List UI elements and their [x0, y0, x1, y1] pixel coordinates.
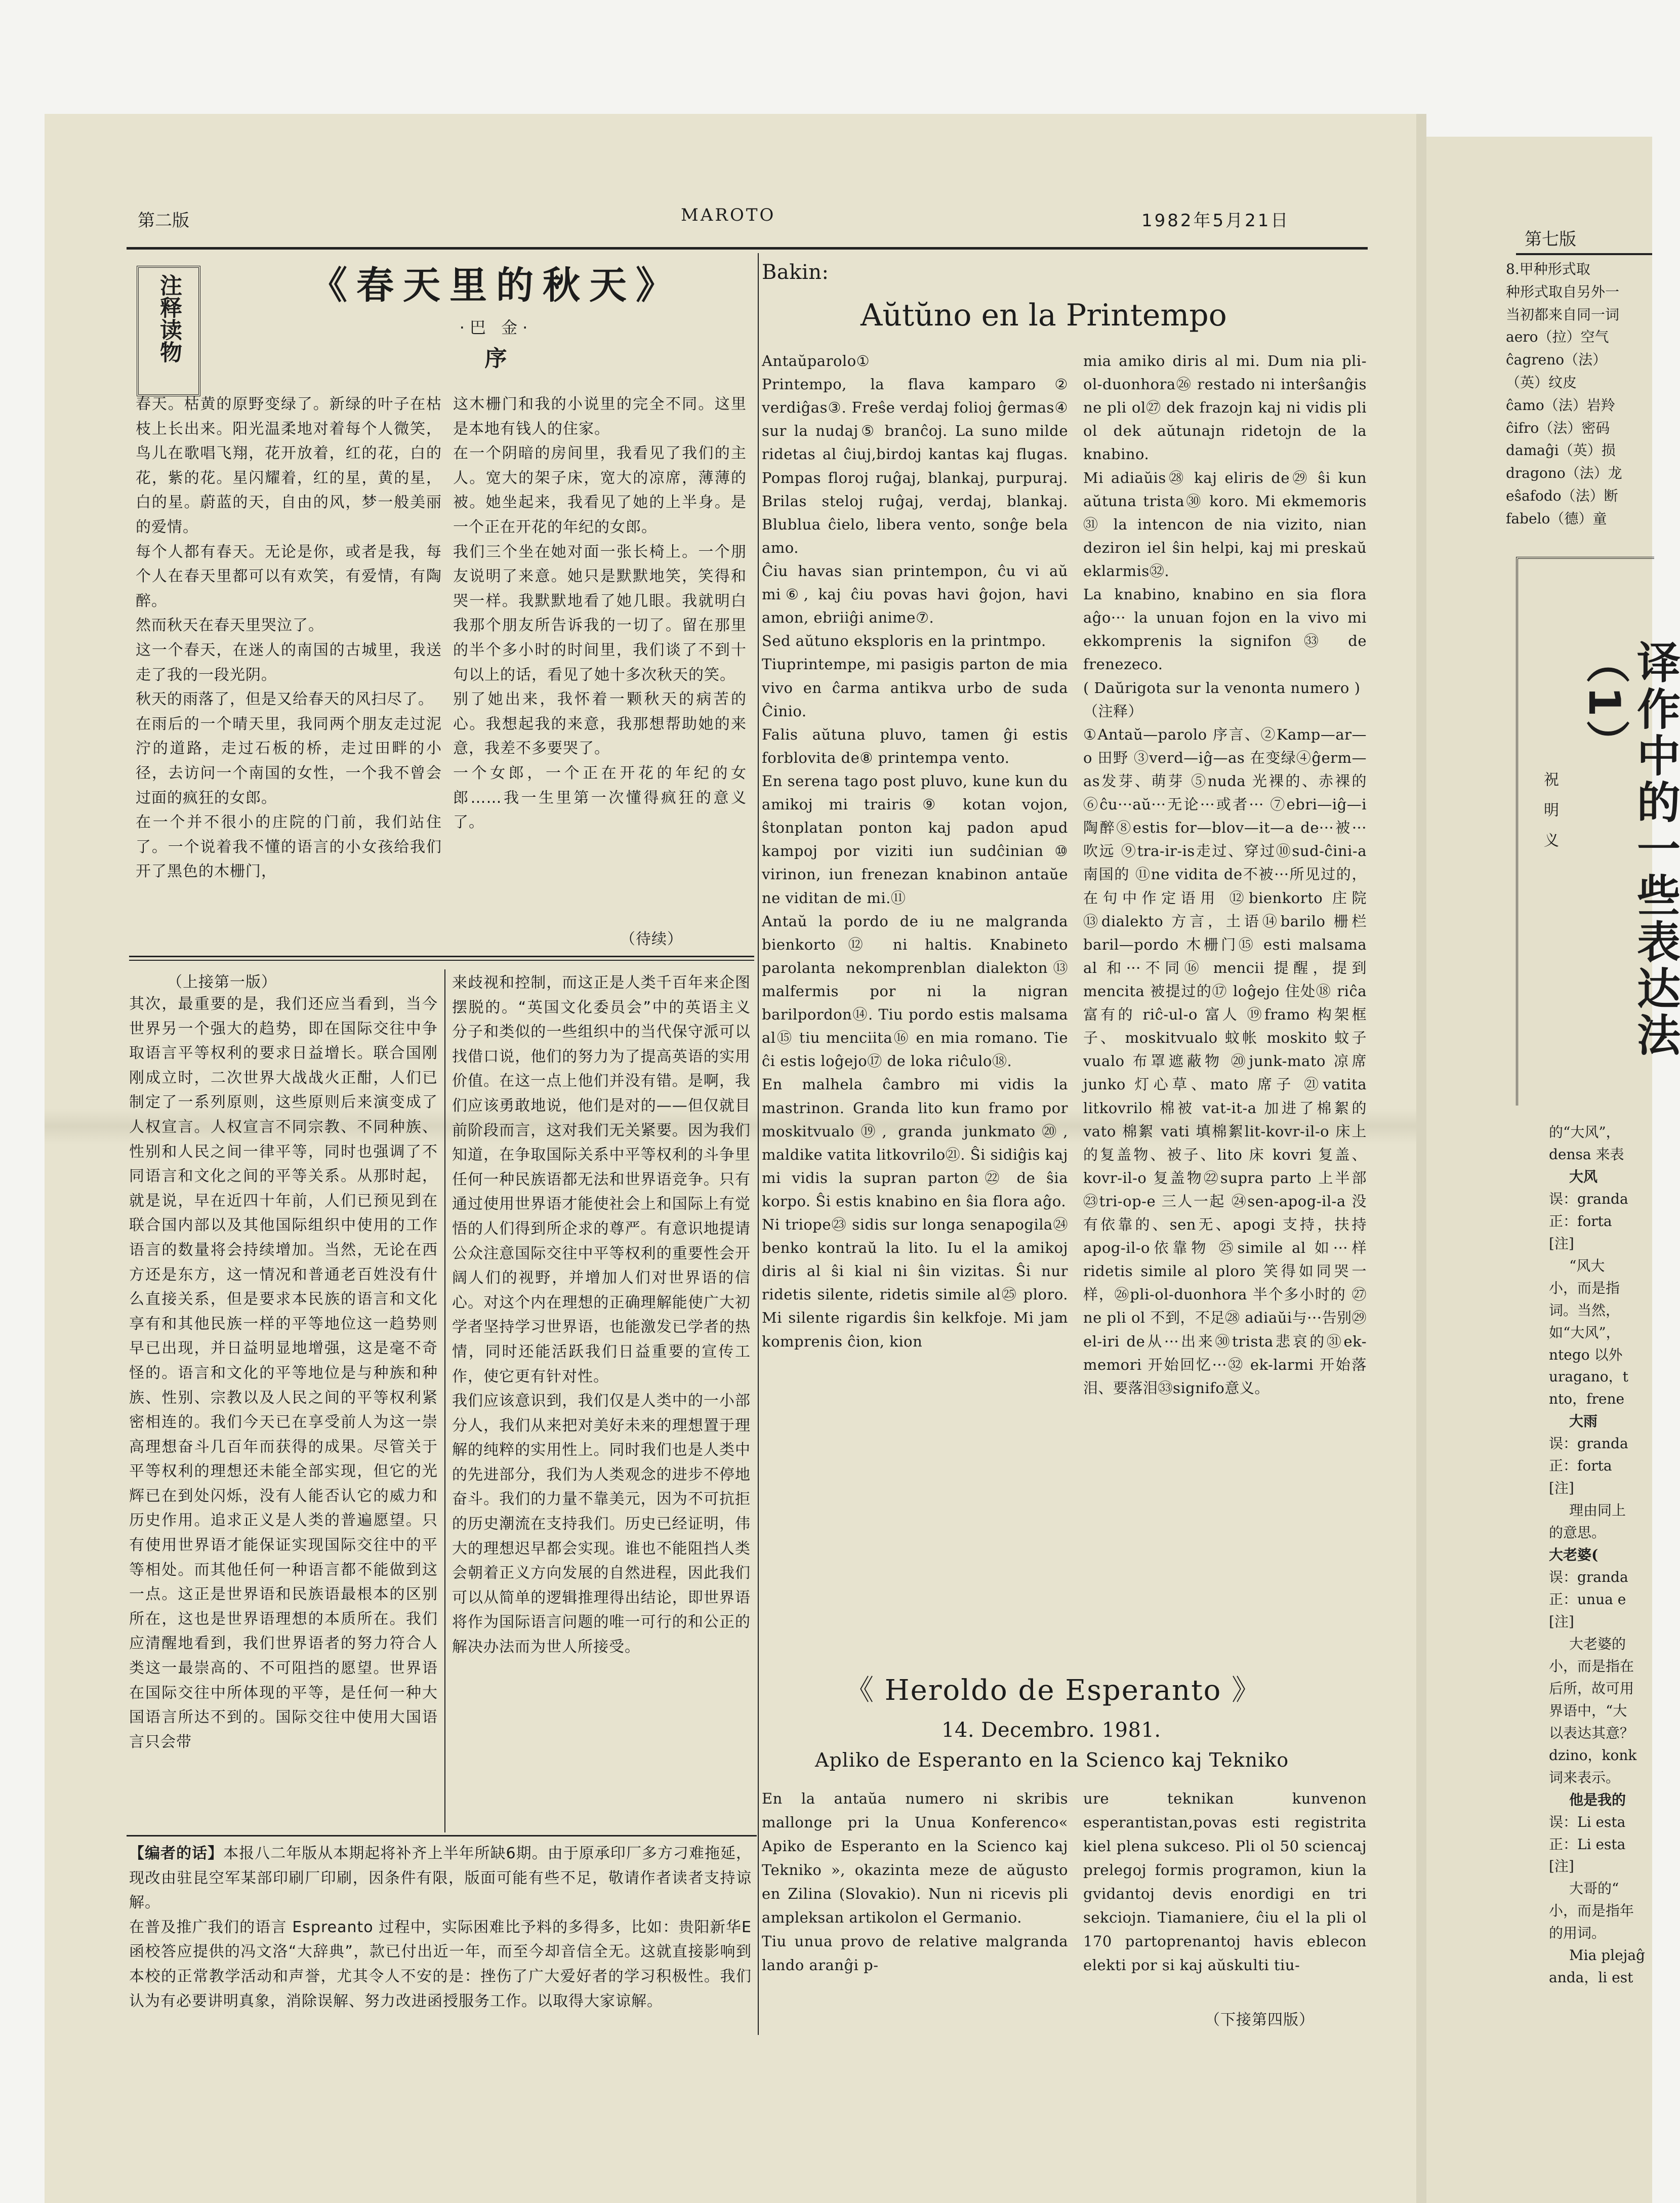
right-lower-line: [注] [1549, 1235, 1574, 1252]
right-lower-line: 误：granda [1549, 1435, 1628, 1452]
right-top-line: eŝafodo（法）断 [1506, 487, 1618, 504]
section-divider [758, 253, 759, 2035]
right-top-line: 种形式取自另外一 [1506, 283, 1620, 300]
right-top-line: ĉamo（法）岩羚 [1506, 396, 1615, 414]
right-lower-line: 误：granda [1549, 1569, 1628, 1586]
heroldo-column-2: ure teknikan kunvenon esperantistan,povas esti registrita kiel plena sukceso. Pli ol 50 sciencaj prelegoj formis programon, kiun la gvidantoj devis enordigi en tri sekciojn. Tiamaniere, ĉiu el la pli ol 170 partoprenantoj havis eblecon elekti por si kaj aŭskulti tiu- [1083, 1790, 1367, 1974]
continued-from-label: （上接第一版） [167, 973, 277, 991]
right-lower-line: 小，而是指在 [1549, 1657, 1634, 1675]
right-lower-line: 词来表示。 [1549, 1769, 1620, 1786]
right-lower-line: anda，li est [1549, 1969, 1633, 1986]
right-lower-line: densa 来表 [1549, 1146, 1624, 1163]
right-lower-line: nto，frene [1549, 1391, 1625, 1408]
right-lower-line: 大老婆的 [1569, 1635, 1626, 1652]
right-lower-line: 大哥的“ [1569, 1880, 1619, 1897]
eo-story-title: Aŭtŭno en la Printempo [861, 298, 1227, 333]
right-vertical-author: 祝明义 [1541, 771, 1559, 863]
right-header-rule [1516, 253, 1652, 255]
editor-note [129, 1842, 752, 2034]
right-lower-line: 以表达其意？ [1549, 1724, 1634, 1741]
column-divider [444, 969, 445, 1832]
right-top-line: ĉagreno（法） [1506, 351, 1607, 369]
right-top-line: 8.甲种形式取 [1506, 261, 1590, 277]
cn-story-column-2: 这木栅门和我的小说里的完全不同。这里是本地有钱人的住家。 在一个阴暗的房间里，我看见了我们的主人。宽大的架子床，宽大的凉席，薄薄的被。她坐起来，我看见了她的上半身。是一个正在开花的年纪的女郎。 我们三个坐在她对面一张长椅上。一个朋友说明了来意。她只是默默地笑，笑得和哭一样。我默默地看了她几眼。我就明白我那个朋友所告诉我的一切了。留在那里的半个多小时的时间里，我们谈了不到十句以上的话，看见了她十多次秋天的笑。 别了她出来，我怀着一颗秋天的病苦的心。我想起我的来意，我那想帮助她的来意，我差不多要哭了。 一个女郎，一个正在开花的年纪的女郎……我一生里第一次懂得疯狂的意义了。 [453, 395, 747, 832]
annotated-reading-box [137, 266, 200, 396]
right-lower-line: 正：forta [1549, 1212, 1612, 1230]
right-lower-line: 正：unua e [1549, 1591, 1626, 1608]
right-lower-line: [注] [1549, 1858, 1574, 1875]
cn-story-title: 《春天里的秋天》 [310, 264, 682, 307]
right-lower-line: “风大 [1569, 1257, 1605, 1274]
heroldo-subtitle: Apliko de Esperanto en la Scienco kaj Tekniko [815, 1749, 1289, 1771]
eo-story-author: Bakin: [762, 261, 829, 284]
cn-story-column-1: 春天。枯黄的原野变绿了。新绿的叶子在枯枝上长出来。阳光温柔地对着每个人微笑，鸟儿在歌唱飞翔，花开放着，红的花，白的花，紫的花。星闪耀着，红的星，黄的星，白的星。蔚蓝的天，自由的风，梦一般美丽的爱情。 每个人都有春天。无论是你，或者是我，每个人在春天里都可以有欢笑，有爱情，有陶醉。 然而秋天在春天里哭泣了。 这一个春天，在迷人的南国的古城里，我送走了我的一段光阴。 秋天的雨落了，但是又给春天的风扫尽了。 在雨后的一个晴天里，我同两个朋友走过泥泞的道路，走过石板的桥，走过田畔的小径，去访问一个南国的女性，一个我不曾会过面的疯狂的女郎。 在一个并不很小的庄院的门前，我们站住了。一个说着我不懂的语言的小女孩给我们开了黑色的木栅门， [136, 395, 442, 881]
right-lower-line: 他是我的 [1569, 1791, 1626, 1808]
to-be-continued: （待续） [620, 930, 683, 948]
heroldo-continued: （下接第四版） [1205, 2011, 1315, 2029]
issue-date: 1982年5月21日 [1141, 211, 1290, 231]
right-lower-line: 词。当然， [1549, 1301, 1620, 1319]
right-lower-line: 大风 [1569, 1168, 1598, 1185]
heroldo-title: 《 Heroldo de Esperanto 》 [845, 1674, 1261, 1707]
right-top-line: 当初都来自同一词 [1506, 306, 1620, 323]
right-lower-line: 正：Li esta [1549, 1835, 1626, 1853]
right-lower-line: 如“大风”， [1549, 1324, 1620, 1341]
right-lower-line: 正：forta [1549, 1457, 1612, 1475]
right-top-line: dragono（法）龙 [1506, 465, 1622, 482]
right-lower-line: 误：granda [1549, 1190, 1628, 1207]
right-lower-line: 的用词。 [1549, 1925, 1606, 1942]
right-lower-list [1549, 1121, 1652, 2129]
page-gutter [1416, 114, 1426, 2203]
eo-story-column-2: mia amiko diris al mi. Dum nia pli-ol-duonhora㉖ restado ni interŝanĝis ne pli ol㉗ dek frazojn kaj ni vidis pli ol dek aŭtunajn ridetojn de la knabino. Mi adiaŭis㉘ kaj eliris de㉙ ŝi kun aŭtuna trista㉚ koro. Mi ekmemoris㉛ la intencon de nia vizito, nian deziron iel ŝin helpi, kaj mi preskaŭ eklarmis㉜. La knabino, knabino en sia flora aĝo··· la unuan fojon en la vivo mi ekkomprenis la signifon㉝ de frenezeco. ( Daŭrigota sur la venonta numero ) （注释） ①Antaŭ—parolo 序言、②Kamp—ar—o 田野 ③verd—iĝ—as 在变绿④ĝerm—as发芽、萌芽 ⑤nuda 光裸的、赤裸的 ⑥ĉu···aŭ···无论···或者··· ⑦ebri—iĝ—i 陶醉⑧estis for—blov—it—a de···被···吹远 ⑨tra-ir-is走过、穿过⑩sud-ĉini-a南国的 ⑪ne vidita de不被···所见过的，在句中作定语用 ⑫bienkorto 庄院⑬dialekto 方言，土语⑭barilo 栅栏 baril—pordo 木栅门⑮ esti malsama al 和···不同⑯ mencii 提醒，提到 mencita 被提过的⑰ loĝejo 住处⑱ riĉa 富有的 riĉ-ul-o 富人 ⑲framo 构架框子、 moskitvualo 蚊帐 moskito 蚊子 vualo 布罩遮蔽物 ⑳junk-mato 凉席 junko 灯心草、mato 席子 ㉑vatita litkovrilo 棉被 vat-it-a 加进了棉絮的 vato 棉絮 vati 填棉絮lit-kovr-il-o 床上的复盖物、被子、lito 床 kovri 复盖、kovr-il-o 复盖物㉒supra parto 上半部 ㉓tri-op-e 三人一起 ㉔sen-apog-il-a 没有依靠的、sen无、apogi 支持，扶持 apog-il-o依靠物 ㉕simile al 如···样 ridetis simile al ploro 笑得如同哭一样，㉖pli-ol-duonhora 半个多小时的 ㉗ne pli ol 不到，不足㉘ adiaŭi与···告别㉙el-iri de从···出来㉚trista悲哀的㉛ek-memori 开始回忆···㉜ ek-larmi 开始落泪、要落泪㉝signifo意义。 [1083, 352, 1367, 1397]
editor-note-label: 【编者的话】 [129, 1845, 224, 1862]
right-lower-line: 小，而是指 [1549, 1279, 1620, 1296]
annotated-reading-label: 注释读物 [156, 274, 182, 363]
right-lower-line: [注] [1549, 1480, 1574, 1497]
right-lower-line: 界语中，“大 [1549, 1702, 1627, 1719]
right-lower-line: 的意思。 [1549, 1524, 1606, 1541]
right-lower-line: 大雨 [1569, 1413, 1598, 1430]
page-label: 第二版 [138, 211, 189, 231]
cn-article-column-1: 其次，最重要的是，我们还应当看到，当今世界另一个强大的趋势，即在国际交往中争取语言平等权利的要求日益增长。联合国刚刚成立时，二次世界大战战火正酣，人们已制定了一系列原则，这些原则后来演变成了人权宣言。人权宣言不同宗教、不同种族、性别和人民之间一律平等，同时也强调了不同语言和文化之间的平等关系。从那时起，就是说，早在近四十年前，人们已预见到在联合国内部以及其他国际组织中使用的工作语言的数量将会持续增加。当然，无论在西方还是东方，这一情况和普通老百姓没有什么直接关系，但是要求本民族的语言和文化享有和其他民族一样的平等地位这一趋势则早已出现，并日益明显地增强，这是毫不奇怪的。语言和文化的平等地位是与种族和种族、性别、宗教以及人民之间的平等权利紧密相连的。我们今天已在享受前人为这一崇高理想奋斗几百年而获得的成果。尽管关于平等权利的理想还未能全部实现，但它的光辉已在到处闪烁，没有人能否认它的威力和历史作用。追求正义是人类的普遍愿望。只有使用世界语才能保证实现国际交往中的平等相处。而其他任何一种语言都不能做到这一点。这正是世界语和民族语最根本的区别所在，这也是世界语理想的本质所在。我们应清醒地看到，我们世界语者的努力符合人类这一最崇高的、不可阻挡的愿望。世界语在国际交往中所体现的平等，是任何一种大国语言所达不到的。国际交往中使用大国语言只会带 [129, 995, 438, 1751]
story-separator [129, 956, 754, 957]
right-lower-line: 误：Li esta [1549, 1813, 1626, 1830]
right-lower-line: 后所，故可用 [1549, 1680, 1634, 1697]
right-lower-line: Mia plejaĝ [1569, 1947, 1645, 1964]
header-rule [127, 247, 1368, 250]
right-vertical-title: 译作中的一些表达法（1） [1579, 640, 1680, 1059]
story-separator-thin [129, 960, 754, 961]
right-lower-line: 理由同上 [1569, 1502, 1626, 1519]
right-top-line: （英）纹皮 [1506, 374, 1577, 391]
heroldo-date: 14. Decembro. 1981. [941, 1719, 1161, 1742]
right-lower-line: 大老婆( [1549, 1546, 1599, 1564]
right-lower-line: [注] [1549, 1613, 1574, 1630]
editor-note-rule [127, 1835, 757, 1837]
right-lower-line: uragano，t [1549, 1368, 1628, 1385]
cn-story-section: 序 [484, 346, 508, 372]
right-lower-line: 的“大风”， [1549, 1124, 1620, 1140]
right-lower-line: 小，而是指年 [1549, 1902, 1634, 1920]
right-top-line: ĉifro（法）密码 [1506, 419, 1610, 436]
right-title-box [1516, 557, 1680, 1106]
right-top-line: aero（拉）空气 [1506, 329, 1609, 346]
right-page-label: 第七版 [1525, 229, 1576, 250]
right-lower-line: ntego 以外 [1549, 1346, 1623, 1363]
cn-article-column-2: 来歧视和控制，而这正是人类千百年来企图摆脱的。“英国文化委员会”中的英语主义分子和类似的一些组织中的当代保守派可以找借口说，他们的努力为了提高英语的实用价值。在这一点上他们并没有错。是啊，我们应该勇敢地说，他们是对的——但仅就目前阶段而言，这对我们无关紧要。因为我们知道，在争取国际关系中平等权利的斗争里任何一种民族语都无法和世界语竞争。只有通过使用世界语才能使社会上和国际上有觉悟的人们得到所企求的尊严。有意识地提请公众注意国际交往中平等权利的重要性会开阔人们的视野，并增加人们对世界语的信心。对这个内在理想的正确理解能使广大初学者坚持学习世界语，也能激发已学者的热情，同时还能活跃我们日益重要的宣传工作，使它更有针对性。 我们应该意识到，我们仅是人类中的一小部分人，我们从来把对美好未来的理想置于理解的纯粹的实用性上。同时我们也是人类中的先进部分，我们为人类观念的进步不停地奋斗。我们的力量不靠美元，因为不可抗拒的历史潮流在支持我们。历史已经证明，伟大的理想迟早都会实现。谁也不能阻挡人类会朝着正义方向发展的自然进程，因此我们可以从简单的逻辑推理得出结论，即世界语将作为国际语言问题的唯一可行的和公正的解决办法而为世人所接受。 [452, 974, 751, 1656]
right-top-list [1506, 258, 1652, 542]
heroldo-column-1: En la antaŭa numero ni skribis mallonge pri la Unua Konferenco« Apiko de Esperanto en la Scienco kaj Tekniko », okazinta meze de aŭgusto en Zilina (Slovakio). Nun ni ricevis pli ampleksan artikolon el Germanio. Tiu unua provo de relative malgranda lando aranĝi p- [762, 1790, 1068, 1974]
right-lower-line: dzino，konk [1549, 1746, 1637, 1764]
editor-note-text: 本报八二年版从本期起将补齐上半年所缺6期。由于原承印厂多方刁难拖延，现改由驻昆空军某部印刷厂印刷，因条件有限，版面可能有些不足，敬请作者读者支持谅解。 在普及推广我们的语言 Espreanto 过程中，实际困难比予料的多得多，比如：贵阳新华E函校答应提供的冯文洛“大辞典”，款已付出近一年，而至今却音信全无。这就直接影响到本校的正常教学活动和声誉，尤其令人不安的是：挫伤了广大爱好者的学习积极性。我们认为有必要讲明真象，消除误解、努力改进函授服务工作。以取得大家谅解。 [129, 1845, 752, 2010]
cn-story-author: ·巴 金· [459, 318, 533, 337]
masthead: MAROTO [681, 205, 776, 225]
eo-story-column-1: Antaŭparolo① Printempo, la flava kamparo② verdiĝas③. Freŝe verdaj folioj ĝermas④ sur la nudaj⑤ branĉoj. La suno milde ridetas al ĉiuj,birdoj kantas kaj flugas. Pompas floroj ruĝaj, blankaj, purpuraj. Brilas steloj ruĝaj, verdaj, blankaj. Blublua ĉielo, libera vento, sonĝe bela amo. Ĉiu havas sian printempon, ĉu vi aŭ mi⑥, kaj ĉiu povas havi ĝojon, havi amon, ebriiĝi anime⑦. Sed aŭtuno eksploris en la printmpo. Tiuprintempe, mi pasigis parton de mia vivo en ĉarma antikva urbo de suda Ĉinio. Falis aŭtuna pluvo, tamen ĝi estis forblovita de⑧ printempa vento. En serena tago post pluvo, kune kun du amikoj mi trairis⑨ kotan vojon, ŝtonplatan ponton kaj padon apud kampoj por viziti iun sudĉinian⑩ virinon, iun frenezan knabinon antaŭe ne viditan de mi.⑪ Antaŭ la pordo de iu ne malgranda bienkorto⑫ ni haltis. Knabineto parolanta nekomprenblan dialekton⑬ malfermis por ni la nigran barilpordon⑭. Tiu pordo estis malsama al⑮ tiu menciita⑯ en mia romano. Tie ĉi estis loĝejo⑰ de loka riĉulo⑱. En malhela ĉambro mi vidis la mastrinon. Granda lito kun framo por moskitvualo⑲, granda junkmato⑳, maldike vatita litkovrilo㉑. Ŝi sidiĝis kaj mi vidis la supran parton㉒ de ŝia korpo. Ŝi estis knabino en ŝia flora aĝo. Ni triope㉓ sidis sur longa senapogila㉔ benko kontraŭ la lito. Iu el la amikoj diris al ŝi kial ni ŝin vizitas. Ŝi nur ridetis silente, ridetis simile al㉕ ploro. Mi silente rigardis ŝin kelkfoje. Mi jam komprenis ĉion, kion [762, 352, 1068, 1350]
right-top-line: damaĝi（英）损 [1506, 442, 1616, 459]
right-top-line: fabelo（德）童 [1506, 510, 1607, 527]
